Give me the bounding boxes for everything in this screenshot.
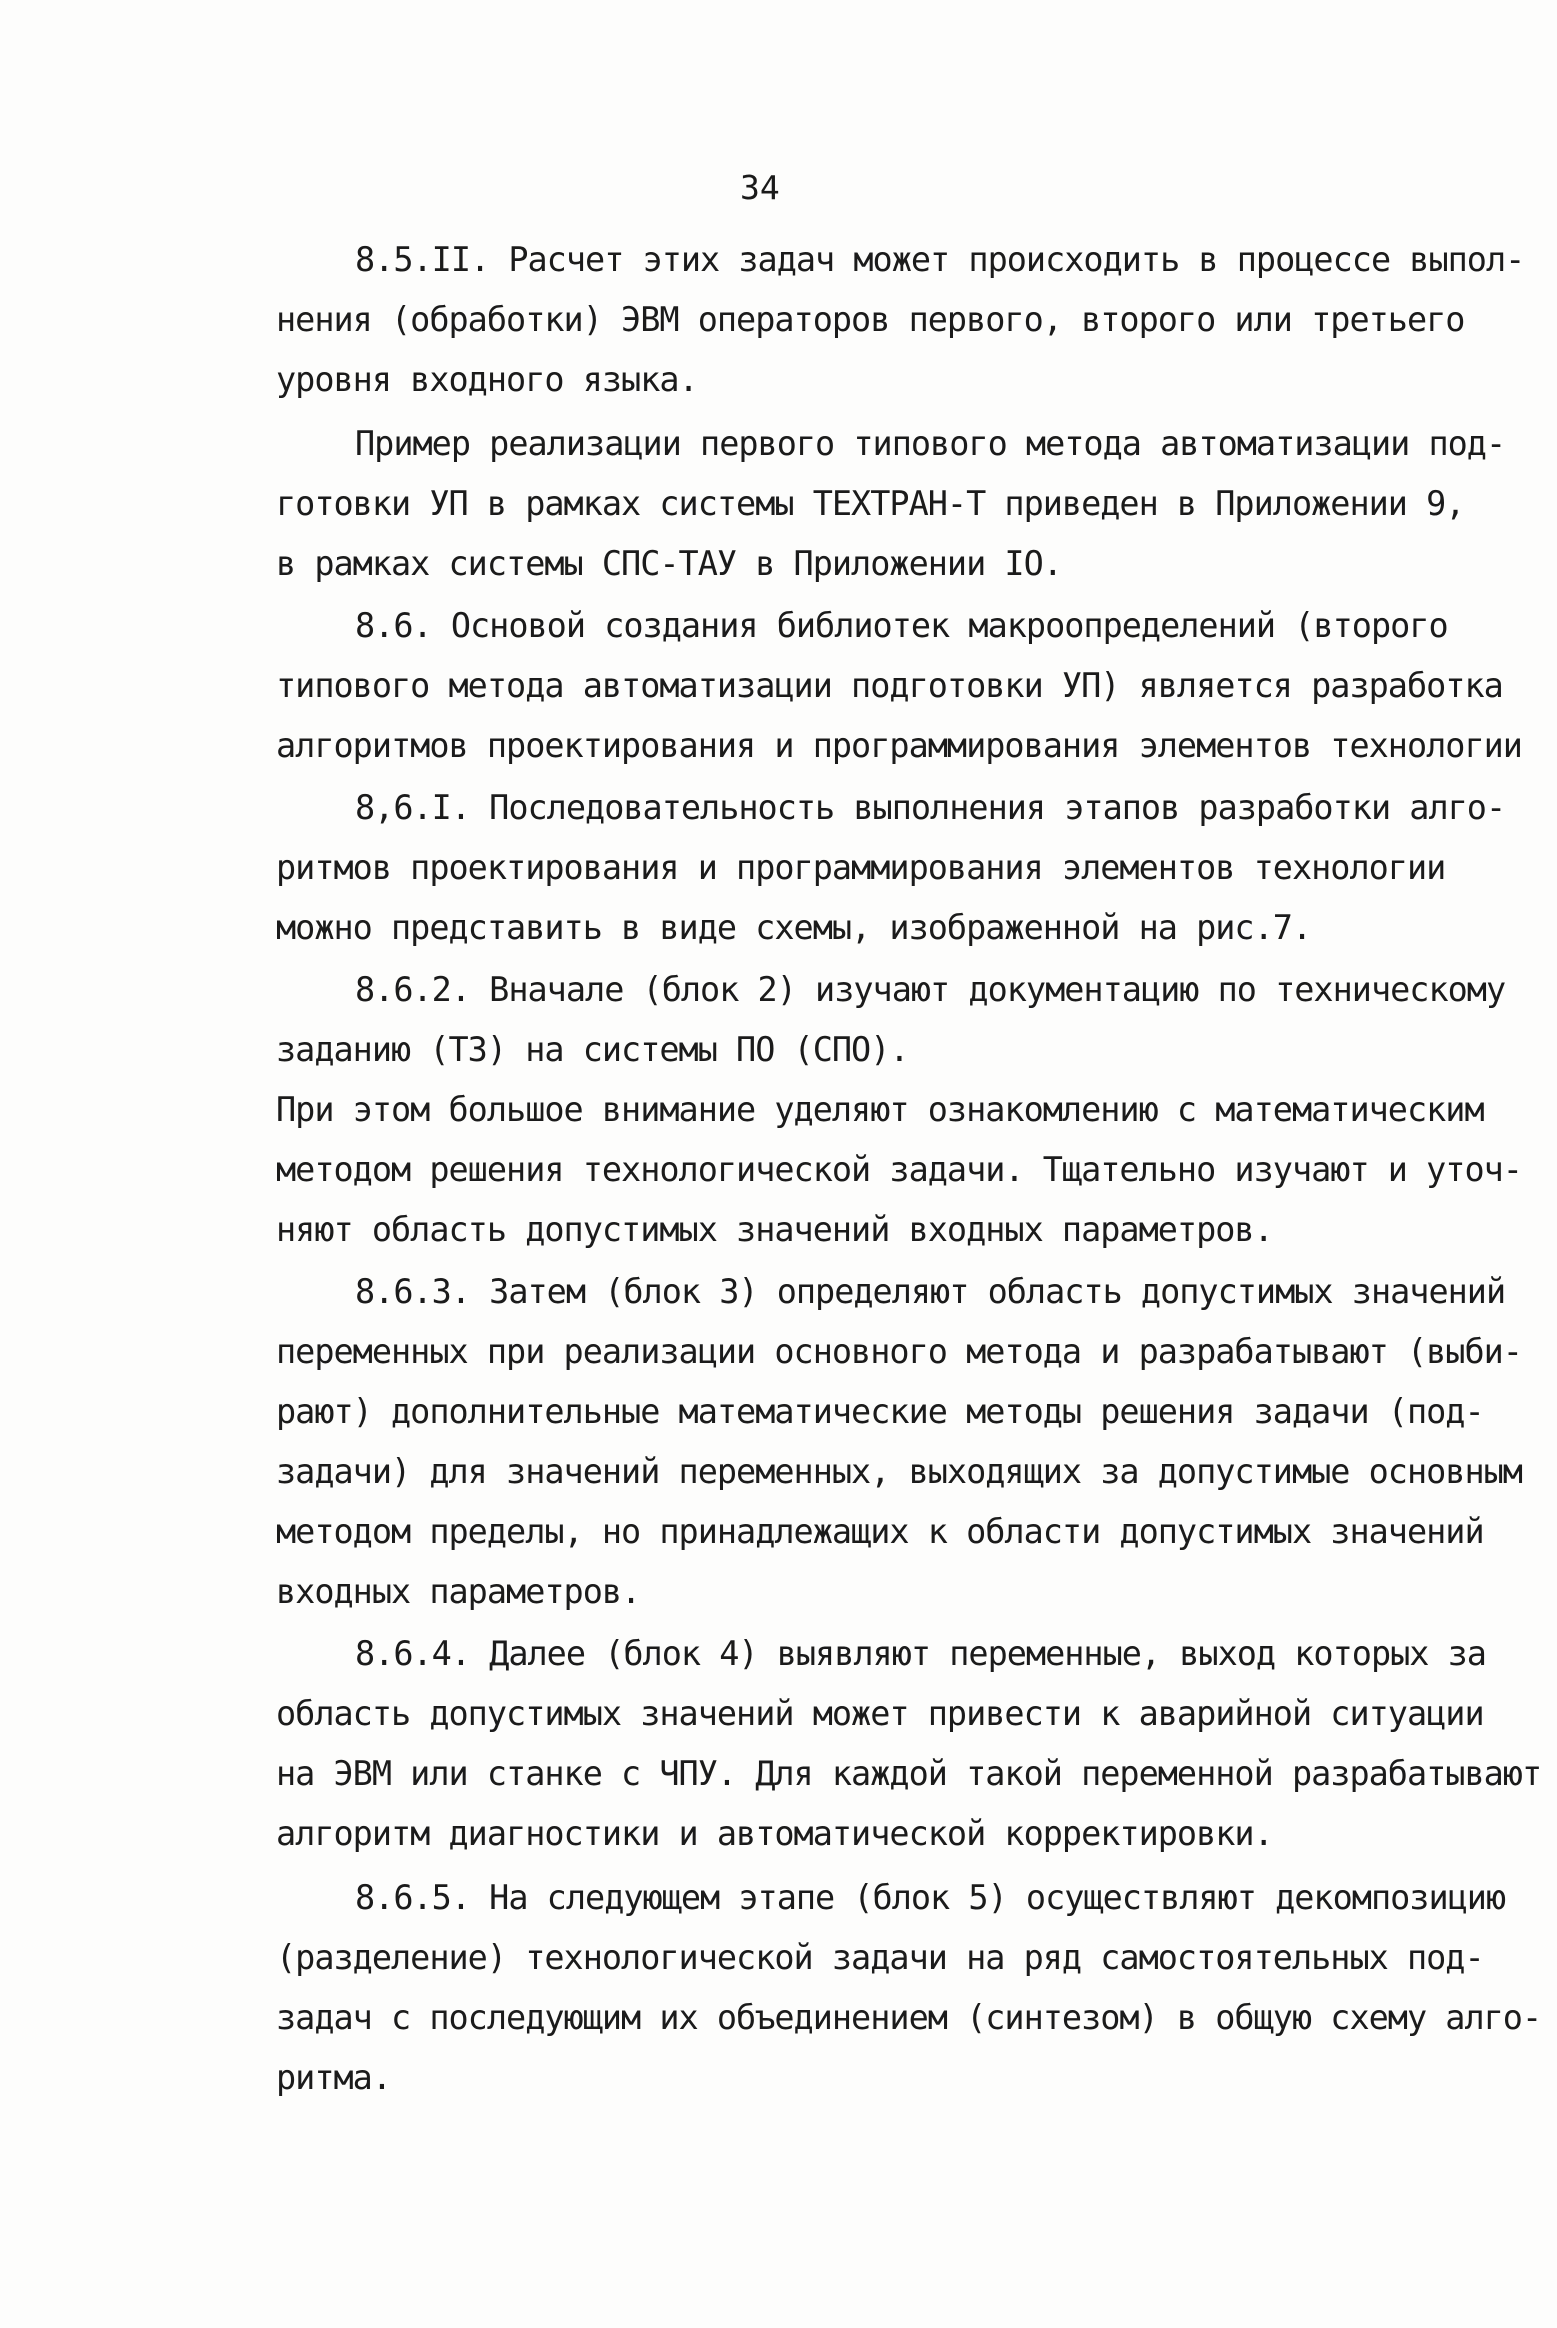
text-line: (разделение) технологической задачи на ряд самостоятельных под- — [276, 1938, 1484, 1977]
text-line: заданию (ТЗ) на системы ПО (СПО). — [276, 1030, 909, 1069]
text-line: переменных при реализации основного метода и разрабатывают (выби- — [276, 1332, 1522, 1371]
text-line: 8.6.2. Вначале (блок 2) изучают документацию по техническому — [355, 970, 1506, 1009]
text-line: в рамках системы СПС-ТАУ в Приложении IO. — [276, 544, 1062, 583]
text-line: ритмов проектирования и программирования элементов технологии — [276, 848, 1446, 887]
text-line: уровня входного языка. — [276, 360, 698, 399]
text-line: алгоритм диагностики и автоматической корректировки. — [276, 1814, 1273, 1853]
text-line: 8.5.II. Расчет этих задач может происходить в процессе выпол- — [355, 240, 1525, 279]
text-line: задач с последующим их объединением (синтезом) в общую схему алго- — [276, 1998, 1542, 2037]
text-line: нения (обработки) ЭВМ операторов первого, второго или третьего — [276, 300, 1465, 339]
text-line: 8.6.5. На следующем этапе (блок 5) осуществляют декомпозицию — [355, 1878, 1506, 1917]
text-line: на ЭВМ или станке с ЧПУ. Для каждой такой переменной разрабатывают — [276, 1754, 1542, 1793]
text-line: методом пределы, но принадлежащих к области допустимых значений — [276, 1512, 1484, 1551]
text-line: 8.6. Основой создания библиотек макроопределений (второго — [355, 606, 1448, 645]
text-line: готовки УП в рамках системы ТЕХТРАН-Т приведен в Приложении 9, — [276, 484, 1465, 523]
page-number: 34 — [740, 168, 780, 207]
text-line: входных параметров. — [276, 1572, 641, 1611]
text-line: задачи) для значений переменных, выходящих за допустимые основным — [276, 1452, 1522, 1491]
text-line: алгоритмов проектирования и программирования элементов технологии — [276, 726, 1522, 765]
text-line: ритма. — [276, 2058, 392, 2097]
text-line: область допустимых значений может привести к аварийной ситуации — [276, 1694, 1484, 1733]
text-line: можно представить в виде схемы, изображенной на рис.7. — [276, 908, 1312, 947]
text-line: типового метода автоматизации подготовки УП) является разработка — [276, 666, 1503, 705]
text-line: методом решения технологической задачи. Тщательно изучают и уточ- — [276, 1150, 1522, 1189]
text-line: 8,6.I. Последовательность выполнения этапов разработки алго- — [355, 788, 1506, 827]
text-line: рают) дополнительные математические методы решения задачи (под- — [276, 1392, 1484, 1431]
text-line: 8.6.3. Затем (блок 3) определяют область допустимых значений — [355, 1272, 1506, 1311]
text-line: Пример реализации первого типового метода автоматизации под- — [355, 424, 1506, 463]
text-line: няют область допустимых значений входных параметров. — [276, 1210, 1273, 1249]
text-line: При этом большое внимание уделяют ознакомлению с математическим — [276, 1090, 1484, 1129]
text-line: 8.6.4. Далее (блок 4) выявляют переменные, выход которых за — [355, 1634, 1486, 1673]
